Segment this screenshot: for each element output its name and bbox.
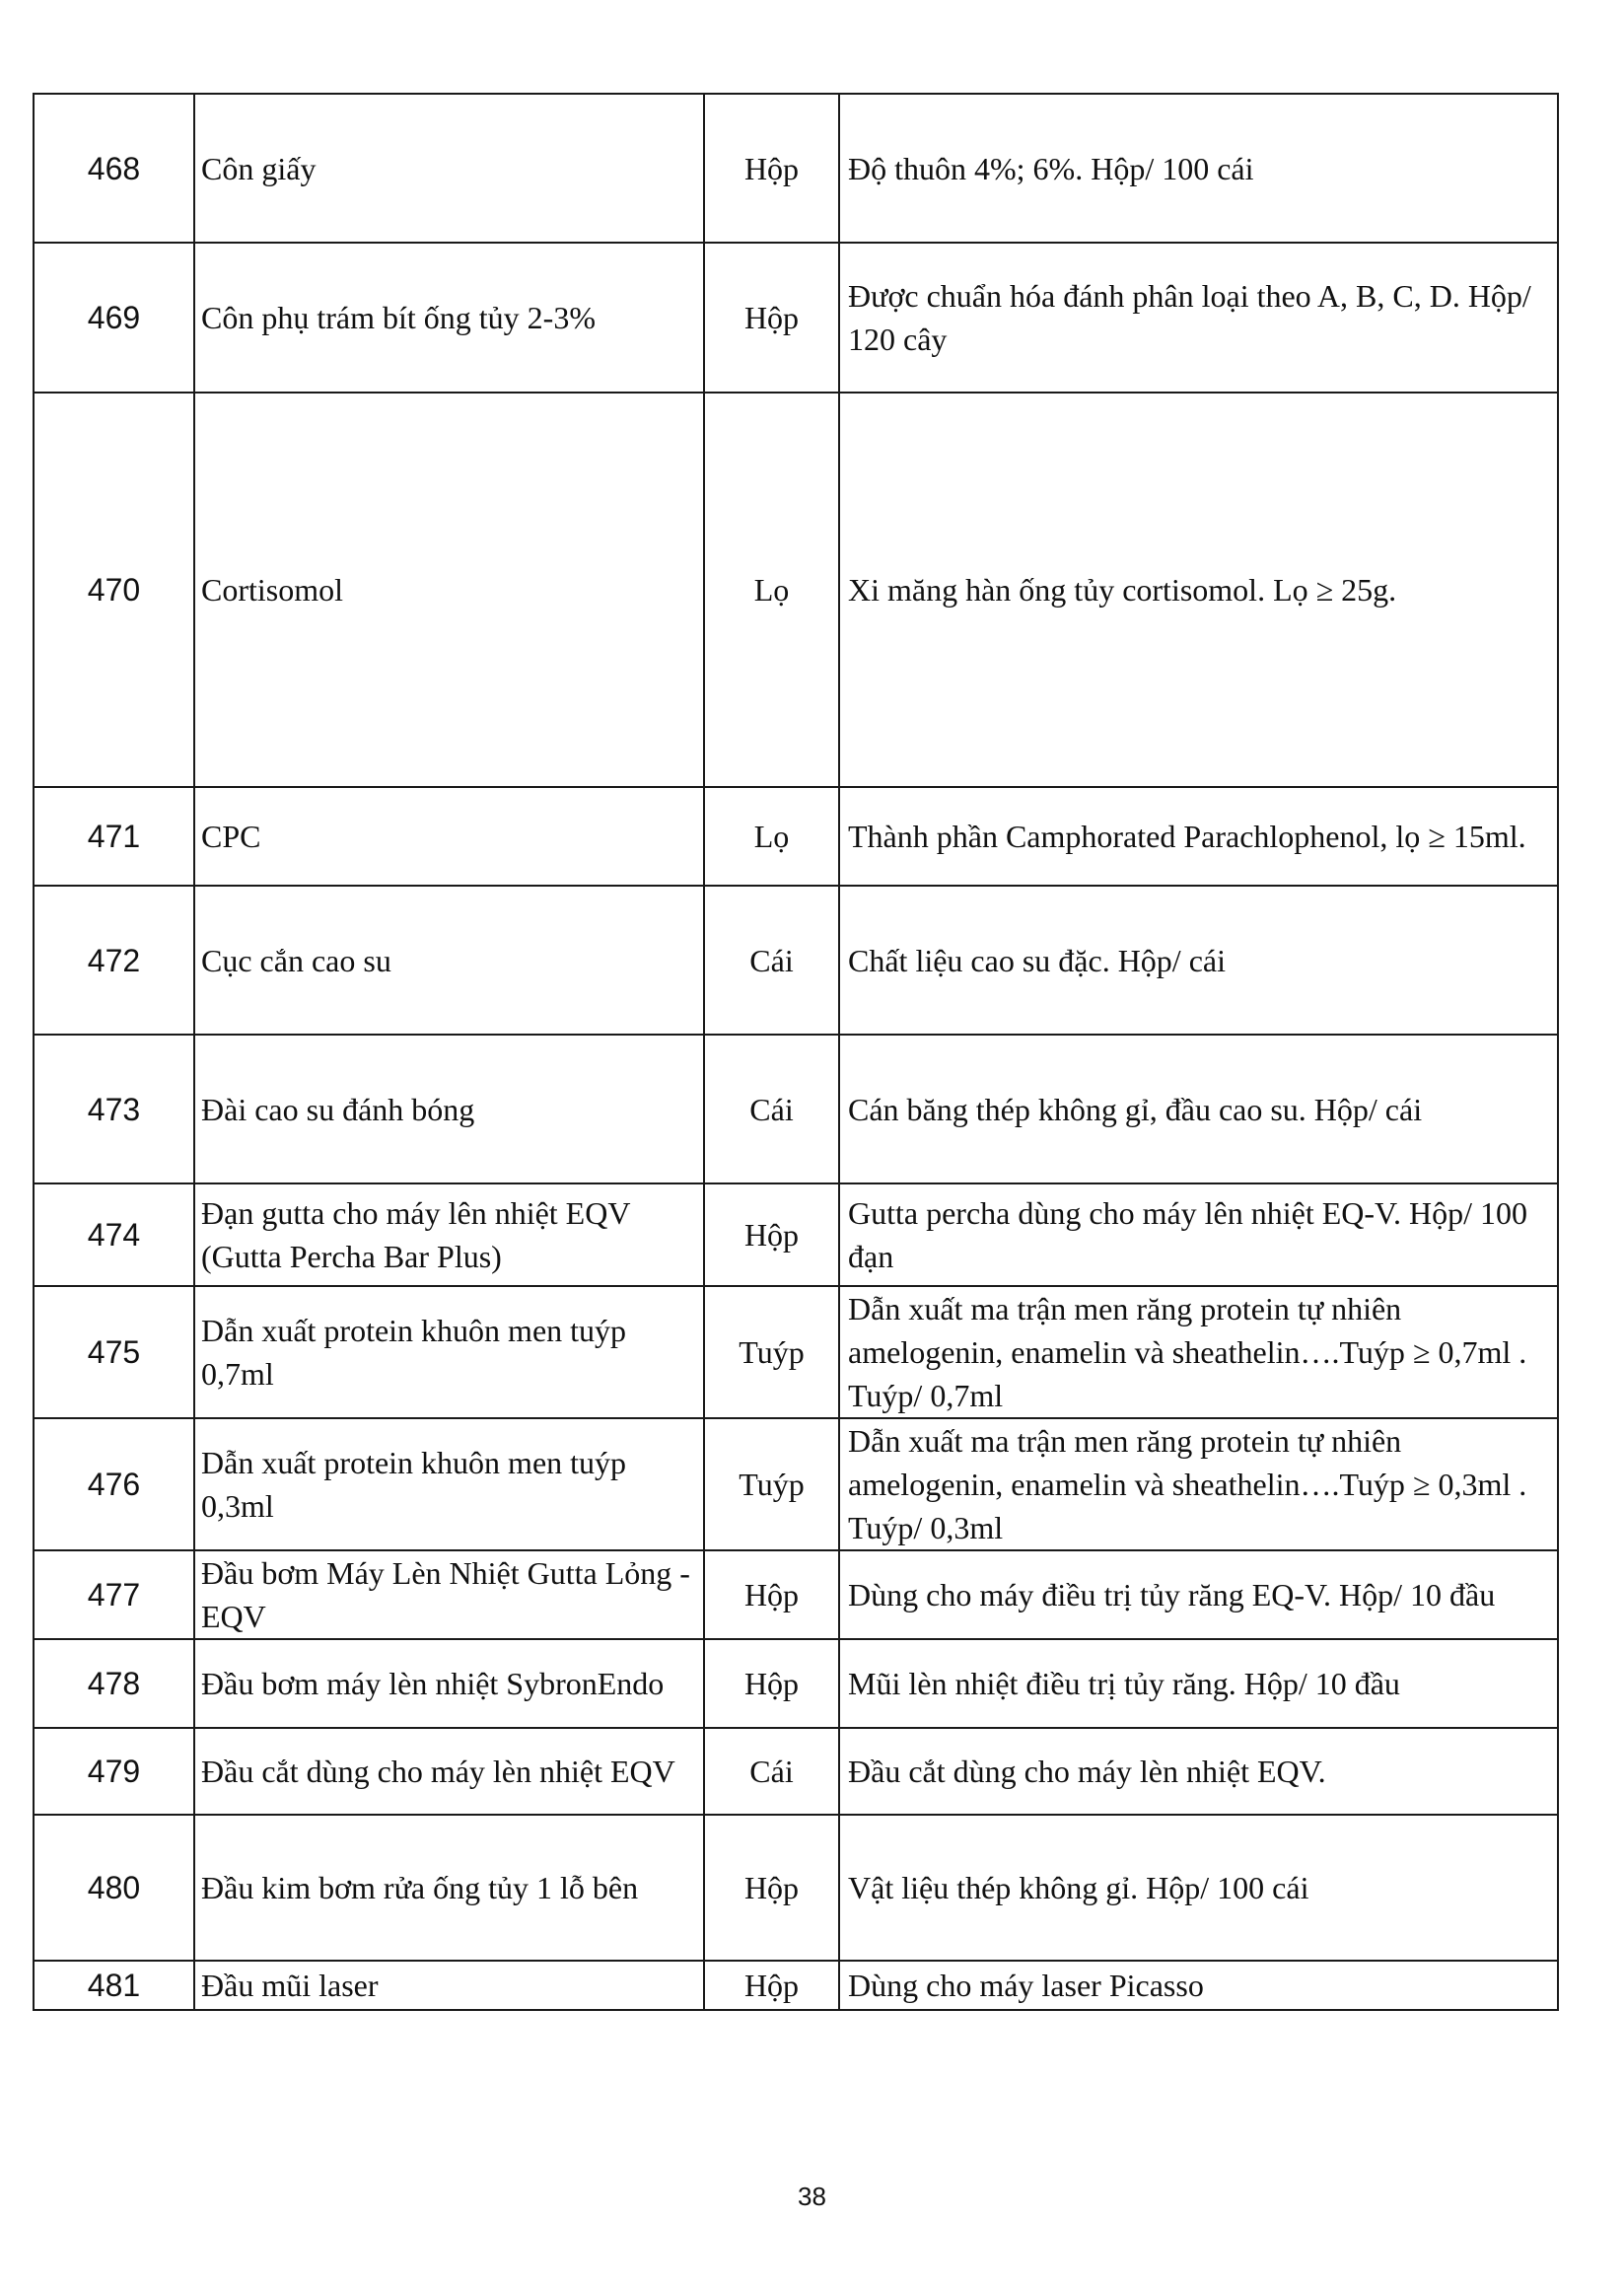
item-description: Được chuẩn hóa đánh phân loại theo A, B, C, D. Hộp/ 120 cây — [839, 243, 1558, 393]
row-number: 469 — [34, 243, 194, 393]
item-unit: Tuýp — [704, 1286, 839, 1418]
table-row — [34, 1183, 1558, 1286]
item-unit: Tuýp — [704, 1418, 839, 1550]
table-row — [34, 1728, 1558, 1815]
item-description: Độ thuôn 4%; 6%. Hộp/ 100 cái — [839, 94, 1558, 243]
item-unit: Hộp — [704, 243, 839, 393]
table-row — [34, 1639, 1558, 1728]
item-name: Côn giấy — [194, 94, 704, 243]
row-number: 474 — [34, 1183, 194, 1286]
table-row — [34, 1550, 1558, 1639]
row-number: 470 — [34, 393, 194, 787]
row-number: 480 — [34, 1815, 194, 1961]
item-description: Vật liệu thép không gỉ. Hộp/ 100 cái — [839, 1815, 1558, 1961]
table-row — [34, 243, 1558, 393]
row-number: 471 — [34, 787, 194, 886]
row-number: 479 — [34, 1728, 194, 1815]
item-description: Cán băng thép không gỉ, đầu cao su. Hộp/ cái — [839, 1035, 1558, 1183]
item-description: Dẫn xuất ma trận men răng protein tự nhiên amelogenin, enamelin và sheathelin….Tuýp ≥ 0,3ml . Tuýp/ 0,3ml — [839, 1418, 1558, 1550]
row-number: 473 — [34, 1035, 194, 1183]
item-unit: Hộp — [704, 1639, 839, 1728]
table-row — [34, 1961, 1558, 2010]
item-unit: Hộp — [704, 1961, 839, 2010]
item-name: Cortisomol — [194, 393, 704, 787]
item-unit: Lọ — [704, 393, 839, 787]
item-name: Đạn gutta cho máy lên nhiệt EQV (Gutta Percha Bar Plus) — [194, 1183, 704, 1286]
item-name: Đầu mũi laser — [194, 1961, 704, 2010]
item-name: Đầu bơm Máy Lèn Nhiệt Gutta Lỏng - EQV — [194, 1550, 704, 1639]
item-unit: Hộp — [704, 1815, 839, 1961]
row-number: 478 — [34, 1639, 194, 1728]
item-name: CPC — [194, 787, 704, 886]
item-name: Dẫn xuất protein khuôn men tuýp 0,7ml — [194, 1286, 704, 1418]
row-number: 481 — [34, 1961, 194, 2010]
item-unit: Cái — [704, 1728, 839, 1815]
item-description: Dùng cho máy điều trị tủy răng EQ-V. Hộp/ 10 đầu — [839, 1550, 1558, 1639]
item-unit: Cái — [704, 1035, 839, 1183]
row-number: 475 — [34, 1286, 194, 1418]
row-number: 477 — [34, 1550, 194, 1639]
table-row — [34, 787, 1558, 886]
item-description: Dẫn xuất ma trận men răng protein tự nhiên amelogenin, enamelin và sheathelin….Tuýp ≥ 0,7ml . Tuýp/ 0,7ml — [839, 1286, 1558, 1418]
item-name: Đài cao su đánh bóng — [194, 1035, 704, 1183]
item-description: Gutta percha dùng cho máy lên nhiệt EQ-V. Hộp/ 100 đạn — [839, 1183, 1558, 1286]
item-description: Dùng cho máy laser Picasso — [839, 1961, 1558, 2010]
item-unit: Hộp — [704, 94, 839, 243]
item-name: Cục cắn cao su — [194, 886, 704, 1035]
table-row — [34, 1035, 1558, 1183]
table-row — [34, 1815, 1558, 1961]
item-name: Đầu bơm máy lèn nhiệt SybronEndo — [194, 1639, 704, 1728]
table-row — [34, 393, 1558, 787]
row-number: 476 — [34, 1418, 194, 1550]
item-description: Chất liệu cao su đặc. Hộp/ cái — [839, 886, 1558, 1035]
item-unit: Hộp — [704, 1183, 839, 1286]
item-description: Đầu cắt dùng cho máy lèn nhiệt EQV. — [839, 1728, 1558, 1815]
page-number: 38 — [798, 2182, 826, 2211]
item-name: Dẫn xuất protein khuôn men tuýp 0,3ml — [194, 1418, 704, 1550]
row-number: 472 — [34, 886, 194, 1035]
supplies-table — [33, 93, 1559, 2011]
item-name: Đầu kim bơm rửa ống tủy 1 lỗ bên — [194, 1815, 704, 1961]
item-description: Thành phần Camphorated Parachlophenol, lọ ≥ 15ml. — [839, 787, 1558, 886]
item-description: Mũi lèn nhiệt điều trị tủy răng. Hộp/ 10 đầu — [839, 1639, 1558, 1728]
item-description: Xi măng hàn ống tủy cortisomol. Lọ ≥ 25g. — [839, 393, 1558, 787]
table-row — [34, 1286, 1558, 1418]
item-unit: Hộp — [704, 1550, 839, 1639]
item-unit: Lọ — [704, 787, 839, 886]
table-row — [34, 886, 1558, 1035]
table-row — [34, 94, 1558, 243]
table-row — [34, 1418, 1558, 1550]
row-number: 468 — [34, 94, 194, 243]
item-unit: Cái — [704, 886, 839, 1035]
item-name: Côn phụ trám bít ống tủy 2-3% — [194, 243, 704, 393]
item-name: Đầu cắt dùng cho máy lèn nhiệt EQV — [194, 1728, 704, 1815]
